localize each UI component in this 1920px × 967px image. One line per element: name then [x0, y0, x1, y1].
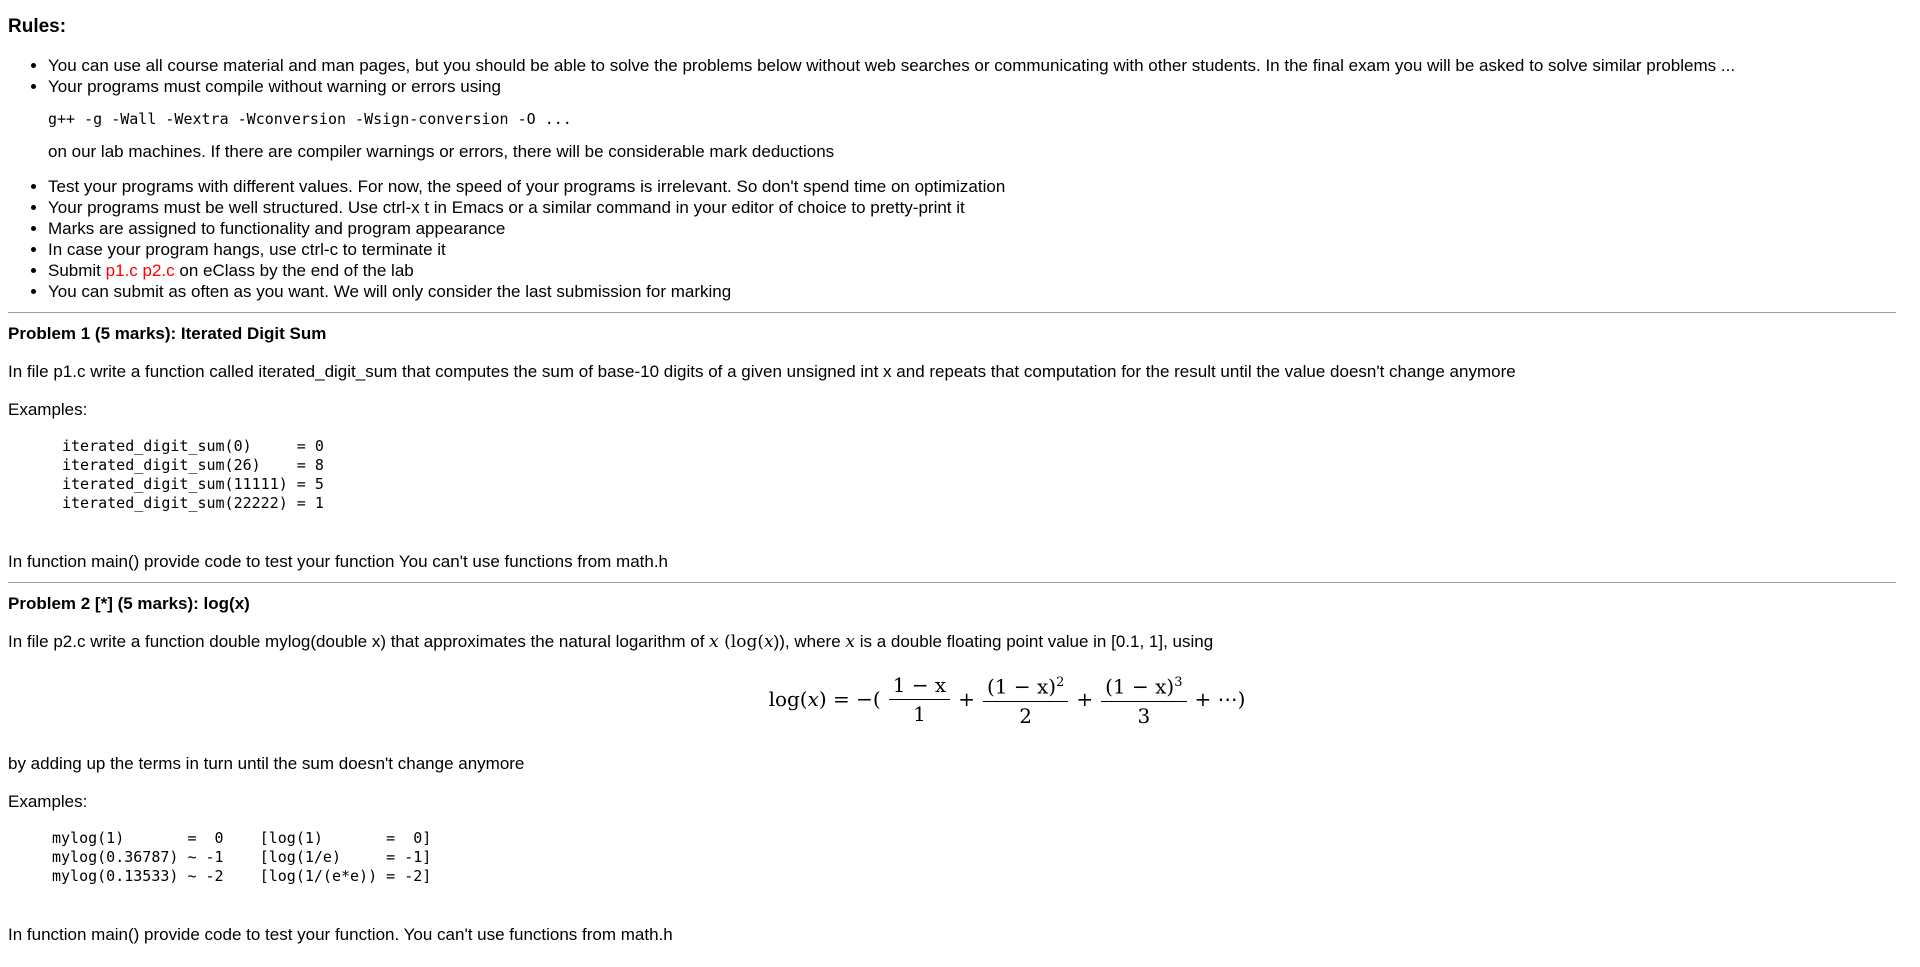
desc-part: is a double floating point value in [0.1, 1], using	[854, 632, 1214, 651]
problem1-description: In file p1.c write a function called iterated_digit_sum that computes the sum of base-10 digits of a given unsigned int x and repeats that computation for the result until the value doesn't change anymore	[8, 362, 1516, 381]
problem1-footer: In function main() provide code to test your function You can't use functions from math.h	[8, 552, 669, 571]
math-var: x	[845, 632, 855, 652]
problem2-footer: In function main() provide code to test your function. You can't use functions from math.h	[8, 925, 673, 944]
math-var: x	[764, 632, 774, 652]
formula-plus: +	[1076, 686, 1094, 711]
rules-heading: Rules:	[8, 16, 67, 37]
rule-item: • In case your program hangs, use ctrl-c to terminate it	[48, 239, 1896, 260]
log-formula	[8, 671, 1896, 731]
desc-part: )), where	[773, 632, 846, 651]
problem2-description	[8, 631, 1896, 653]
formula-term1: $\frac{1 - x}{1}$	[889, 673, 950, 726]
rule-item: • Your programs must compile without warning or errors using	[48, 76, 1896, 97]
formula-plus: +	[958, 686, 975, 711]
problem1-title: Problem 1 (5 marks): Iterated Digit Sum	[8, 324, 327, 343]
rule-item: • Marks are assigned to functionality and program appearance	[48, 218, 1896, 239]
rules-list-1	[8, 55, 1896, 97]
rule-item: • You can use all course material and man pages, but you should be able to solve the problems below without web searches or communicating with other students. In the final exam you will be asked to solve similar problems ...	[48, 55, 1896, 76]
formula-lhs: log(x) = −(	[768, 686, 881, 711]
compile-note: on our lab machines. If there are compiler warnings or errors, there will be considerable mark deductions	[48, 142, 835, 161]
rule-item: • You can submit as often as you want. We will only consider the last submission for marking	[48, 281, 1896, 302]
submit-suffix: on eClass by the end of the lab	[174, 261, 414, 280]
formula-tail: + ⋯)	[1194, 686, 1246, 711]
divider	[8, 582, 1896, 583]
rule-item: • Your programs must be well structured. Use ctrl-x t in Emacs or a similar command in your editor of choice to pretty-print it	[48, 197, 1896, 218]
submit-files: p1.c p2.c	[105, 261, 175, 280]
problem2-title: Problem 2 [*] (5 marks): log(x)	[8, 594, 250, 613]
formula-term3: $\frac{(1 - x)^3}{3}$	[1101, 671, 1186, 728]
compile-command: g++ -g -Wall -Wextra -Wconversion -Wsign-conversion -O ...	[48, 110, 572, 128]
desc-part: In file p2.c write a function double mylog(double x) that approximates the natural logarithm of	[8, 632, 710, 651]
problem2-examples: mylog(1) = 0 [log(1) = 0] mylog(0.36787) ~ -1 [log(1/e) = -1] mylog(0.13533) ~ -2 [log(1/(e*e)) = -2]	[52, 829, 432, 885]
rule-item: • Test your programs with different values. For now, the speed of your programs is irrelevant. So don't spend time on optimization	[48, 176, 1896, 197]
problem2-after-formula: by adding up the terms in turn until the sum doesn't change anymore	[8, 754, 525, 773]
problem1-examples-label: Examples:	[8, 400, 88, 419]
rule-item-submit	[48, 260, 1896, 281]
problem1-examples: iterated_digit_sum(0) = 0 iterated_digit_sum(26) = 8 iterated_digit_sum(11111) = 5 iterated_digit_sum(22222) = 1	[62, 437, 324, 512]
formula-term2: $\frac{(1 - x)^2}{2}$	[983, 671, 1068, 728]
math-var: x	[709, 632, 719, 652]
submit-prefix: Submit	[48, 261, 106, 280]
divider	[8, 312, 1896, 313]
problem2-examples-label: Examples:	[8, 792, 88, 811]
desc-part: (log(	[718, 632, 764, 652]
rules-list-2	[8, 176, 1896, 302]
